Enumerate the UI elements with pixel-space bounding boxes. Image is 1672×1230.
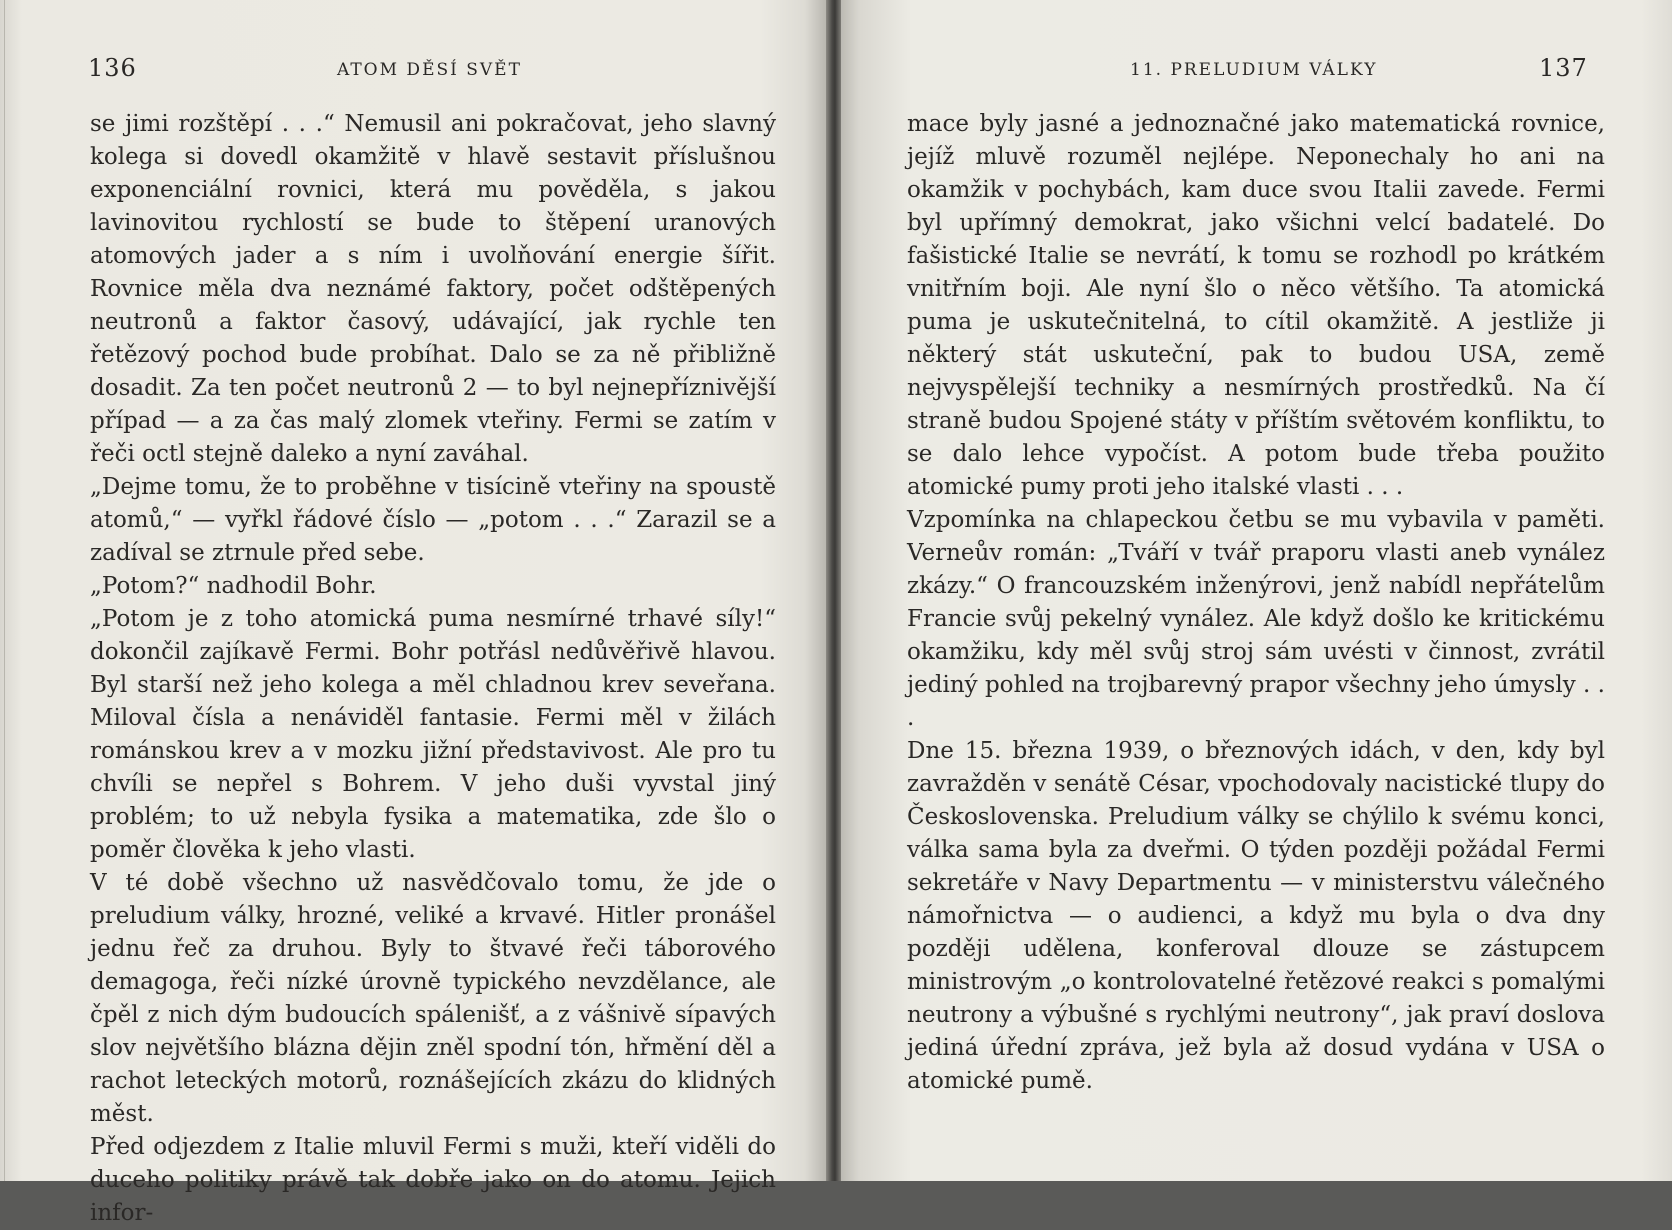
book-gutter: [826, 0, 841, 1181]
running-head-left: ATOM DĚSÍ SVĚT: [337, 60, 522, 80]
paragraph: Dne 15. března 1939, o březnových idách, v den, kdy byl zavražděn v senátě César, vpochodovaly nacistické tlupy do Československa. Preludium války se chýlilo k svému konci, válka sama byla za dveřmi. O týden později požádal Fermi sekretáře v Navy Departmentu — v ministerstvu válečného námořnictva — o audienci, a když mu byla o dva dny později udělena, konferoval dlouze se zástupcem ministrovým „o kontrolovatelné řetězové reakci s pomalými neutrony a výbušné s rychlými neutrony“, jak praví doslova jediná úřední zpráva, jež byla až dosud vydána v USA o atomické pumě.: [907, 738, 1605, 1094]
paragraph: Před odjezdem z Italie mluvil Fermi s muži, kteří viděli do duceho politiky právě tak dobře jako on do atomu. Jejich infor-: [90, 1134, 776, 1226]
page-number-right: 137: [1539, 54, 1588, 82]
right-page: [841, 0, 1672, 1181]
paragraph: Vzpomínka na chlapeckou četbu se mu vybavila v paměti. Verneův román: „Tváří v tvář praporu vlasti aneb vynález zkázy.“ O francouzském inženýrovi, jenž nabídl nepřátelům Francie svůj pekelný vynález. Ale když došlo ke kritickému okamžiku, kdy měl svůj stroj sám uvésti v činnost, zvrátil jediný pohled na trojbarevný prapor všechny jeho úmysly . . .: [907, 507, 1605, 731]
page-number-left: 136: [88, 54, 137, 82]
page-edge: [4, 0, 5, 1181]
paragraph: „Potom je z toho atomická puma nesmírné trhavé síly!“ dokončil zajíkavě Fermi. Bohr potřásl nedůvěřivě hlavou. Byl starší než jeho kolega a měl chladnou krev seveřana. Miloval čísla a nenáviděl fantasie. Fermi měl v žilách románskou krev a v mozku jižní představivost. Ale pro tu chvíli se nepřel s Bohrem. V jeho duši vyvstal jiný problém; to už nebyla fysika a matematika, zde šlo o poměr člověka k jeho vlasti.: [90, 606, 776, 863]
right-page-text: [907, 108, 1605, 1098]
paragraph: se jimi rozštěpí . . .“ Nemusil ani pokračovat, jeho slavný kolega si dovedl okamžitě v hlavě sestavit příslušnou exponenciální rovnici, která mu pověděla, s jakou lavinovitou rychlostí se bude to štěpení uranových atomových jader a s ním i uvolňování energie šířit. Rovnice měla dva neznámé faktory, počet odštěpených neutronů a faktor časový, udávající, jak rychle ten řetězový pochod bude probíhat. Dalo se za ně přibližně dosadit. Za ten počet neutronů 2 — to byl nejnepříznivější případ — a za čas malý zlomek vteřiny. Fermi se zatím v řeči octl stejně daleko a nyní zaváhal.: [90, 111, 776, 467]
left-page-text: [90, 108, 776, 1230]
paragraph: „Potom?“ nadhodil Bohr.: [90, 573, 377, 599]
paragraph: mace byly jasné a jednoznačné jako matematická rovnice, jejíž mluvě rozuměl nejlépe. Neponechaly ho ani na okamžik v pochybách, kam duce svou Italii zavede. Fermi byl upřímný demokrat, jako všichni velcí badatelé. Do fašistické Italie se nevrátí, k tomu se rozhodl po krátkém vnitřním boji. Ale nyní šlo o něco většího. Ta atomická puma je uskutečnitelná, to cítil okamžitě. A jestliže ji některý stát uskuteční, pak to budou USA, země nejvyspělejší techniky a nesmírných prostředků. Na čí straně budou Spojené státy v příštím světovém konfliktu, to se dalo lehce vypočíst. A potom bude třeba použito atomické pumy proti jeho italské vlasti . . .: [907, 111, 1605, 500]
paragraph: „Dejme tomu, že to proběhne v tisícině vteřiny na spoustě atomů,“ — vyřkl řádové číslo — „potom . . .“ Zarazil se a zadíval se ztrnule před sebe.: [90, 474, 776, 566]
running-head-right: 11. PRELUDIUM VÁLKY: [1130, 60, 1378, 80]
paragraph: V té době všechno už nasvědčovalo tomu, že jde o preludium války, hrozné, veliké a krvavé. Hitler pronášel jednu řeč za druhou. Byly to štvavé řeči táborového demagoga, řeči nízké úrovně typického nevzdělance, ale čpěl z nich dým budoucích spálenišť, a z vášnivě sípavých slov největšího blázna dějin zněl spodní tón, hřmění děl a rachot leteckých motorů, roznášejících zkázu do klidných měst.: [90, 870, 776, 1127]
left-page: [0, 0, 826, 1226]
